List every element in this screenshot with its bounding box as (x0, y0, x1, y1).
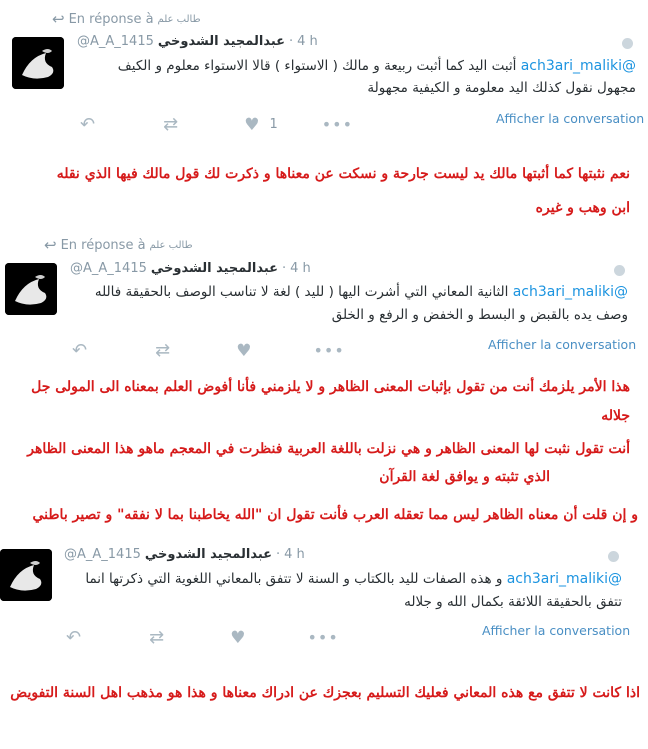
tweet-text-line: و هذه الصفات لليد بالكتاب و السنة لا تتفق بالمعاني اللغوية التي ذكرتها انما (85, 571, 503, 587)
tweet-header: @A_A_1415 عبدالمجيد الشدوخي · 4 h (64, 547, 305, 562)
comment-text: الذي تثبته و يوافق لغة القرآن (379, 469, 550, 485)
comment-text: اذا كانت لا تتفق مع هذه المعاني فعليك التسليم بعجزك عن ادراك معناها و هذا هو مذهب اهل السنة التفويض (10, 685, 640, 701)
user-name[interactable]: عبدالمجيد الشدوخي (144, 547, 273, 562)
show-conversation-link[interactable]: Afficher la conversation (488, 337, 637, 352)
tweet-actions (80, 114, 353, 135)
mention-link[interactable]: @ach3ari_maliki (512, 284, 628, 300)
tweet-actions (66, 627, 339, 648)
heart-icon[interactable]: ♥ (244, 114, 260, 135)
retweet-arrow-icon: ↩ (52, 10, 65, 28)
tweet-text (95, 282, 628, 302)
more-icon[interactable]: ••• (321, 115, 354, 134)
reply-icon[interactable]: ↶ (72, 340, 88, 361)
tweet-header: @A_A_1415 عبدالمجيد الشدوخي · 4 h (77, 34, 318, 49)
globe-icon (622, 38, 633, 49)
avatar-image (12, 37, 64, 89)
tweet-text (118, 56, 636, 76)
tweet-time[interactable]: 4 h (284, 547, 305, 562)
comment-text: أنت تقول نثبت لها المعنى الظاهر و هي نزلت باللغة العربية فنظرت في المعجم ماهو هذا المعنى الظاهر (27, 441, 630, 457)
tweet-text-line: تتفق بالحقيقة اللائقة بكمال الله و جلاله (404, 594, 622, 610)
avatar-image (0, 549, 52, 601)
mention-link[interactable]: @ach3ari_maliki (520, 58, 636, 74)
reply-icon[interactable]: ↶ (80, 114, 96, 135)
reply-icon[interactable]: ↶ (66, 627, 82, 648)
tweet-text (85, 569, 622, 589)
like-count: 1 (269, 117, 278, 132)
globe-icon (608, 551, 619, 562)
user-handle[interactable]: @A_A_1415 (77, 34, 154, 49)
comment-text: نعم نثبتها كما أثبتها مالك يد ليست جارحة و نسكت عن معناها و ذكرت لك قول مالك فيها الذي نقله (56, 166, 630, 182)
tweet-text-line: مجهول نقول كذلك اليد معلومة و الكيفية مجهولة (367, 80, 636, 96)
tweet-header: @A_A_1415 عبدالمجيد الشدوخي · 4 h (70, 261, 311, 276)
avatar[interactable] (12, 37, 64, 89)
avatar[interactable] (0, 549, 52, 601)
mention-link[interactable]: @ach3ari_maliki (506, 571, 622, 587)
user-handle[interactable]: @A_A_1415 (70, 261, 147, 276)
retweet-icon[interactable]: ⇄ (155, 340, 171, 361)
tweet-text-line: أثبت اليد كما أثبت ربيعة و مالك ( الاستواء ) قالا الاستواء معلوم و الكيف (117, 58, 517, 74)
tweet-text-line: وصف يده بالقبض و البسط و الخفض و الرفع و الخلق (331, 307, 628, 323)
more-icon[interactable]: ••• (313, 341, 345, 360)
globe-icon (614, 265, 625, 276)
show-conversation-link[interactable]: Afficher la conversation (496, 111, 645, 126)
show-conversation-link[interactable]: Afficher la conversation (482, 623, 631, 638)
reply-context (52, 10, 201, 28)
comment-text: و إن قلت أن معناه الظاهر ليس مما تعقله العرب فأنت تقول ان "الله يخاطبنا بما لا نفقه" و تصير باطني (32, 507, 638, 523)
comment-text: جلاله (601, 408, 630, 424)
tweet-actions (72, 340, 345, 361)
user-handle[interactable]: @A_A_1415 (64, 547, 141, 562)
comment-text: هذا الأمر يلزمك أنت من تقول بإثبات المعنى الظاهر و لا يلزمني فأنا أفوض العلم بمعناه الى المولى جل (31, 379, 630, 395)
retweet-arrow-icon: ↩ (44, 236, 57, 254)
reply-context (44, 236, 193, 254)
reply-label: En réponse à (68, 11, 154, 27)
heart-icon[interactable]: ♥ (236, 340, 252, 361)
comment-text: ابن وهب و غيره (535, 200, 630, 216)
tweet-time[interactable]: 4 h (297, 34, 318, 49)
user-name[interactable]: عبدالمجيد الشدوخي (150, 261, 279, 276)
reply-label: En réponse à (60, 237, 146, 253)
heart-icon[interactable]: ♥ (230, 627, 246, 648)
tweet-text-line: الثانية المعاني التي أشرت اليها ( لليد ) لغة لا تناسب الوصف بالحقيقة فالله (94, 284, 509, 300)
user-name[interactable]: عبدالمجيد الشدوخي (157, 34, 286, 49)
retweet-icon[interactable]: ⇄ (163, 114, 179, 135)
retweet-icon[interactable]: ⇄ (149, 627, 165, 648)
avatar-image (5, 263, 57, 315)
avatar[interactable] (5, 263, 57, 315)
reply-to-user[interactable]: طالب علم (149, 239, 193, 251)
reply-to-user[interactable]: طالب علم (157, 13, 201, 25)
more-icon[interactable]: ••• (307, 628, 339, 647)
tweet-time[interactable]: 4 h (290, 261, 311, 276)
